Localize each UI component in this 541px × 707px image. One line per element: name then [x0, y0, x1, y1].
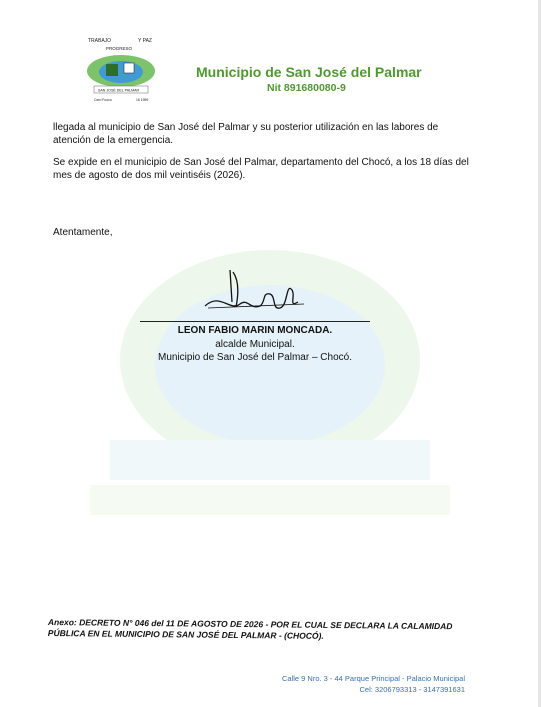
signature-line	[140, 321, 370, 322]
signer-organization: Municipio de San José del Palmar – Chocó.	[158, 352, 352, 363]
logo-banner-text: SAN JOSÉ DEL PALMAR	[98, 88, 140, 93]
municipality-logo	[80, 34, 162, 106]
logo-bottom-right-text: 16 1959	[136, 98, 149, 102]
logo-top-right-text: Y PAZ	[138, 38, 152, 44]
annex-note: Anexo: DECRETO N° 046 del 11 DE AGOSTO DE 2026 - POR EL CUAL SE DECLARA LA CALAMIDAD PÚBLICA EN EL MUNICIPIO DE SAN JOSÉ DEL PALMAR - (CHOCÓ).	[47, 617, 453, 641]
closing-salutation: Atentamente,	[53, 227, 113, 238]
footer-address: Calle 9 Nro. 3 - 44 Parque Principal - Palacio Municipal	[281, 674, 465, 683]
signer-name: LEON FABIO MARIN MONCADA.	[177, 325, 333, 336]
logo-bottom-left-text: Cerri Fuoco	[94, 98, 112, 102]
logo-middle-text: PROGRESO	[106, 46, 133, 51]
municipality-name: Municipio de San José del Palmar	[196, 64, 422, 80]
handwritten-signature	[200, 262, 310, 322]
signer-role: alcalde Municipal.	[215, 339, 295, 350]
logo-top-left-text: TRABAJO	[88, 38, 112, 44]
nit-number: Nit 891680080-9	[267, 82, 346, 94]
body-paragraph-2: Se expide en el municipio de San José del Palmar, departamento del Chocó, a los 18 días del mes de agosto de dos mil veintiséis (2026).	[53, 157, 469, 181]
footer-phones: Cel: 3206793313 - 3147391631	[359, 685, 465, 694]
footer-contact	[282, 673, 465, 695]
body-paragraph-1: llegada al municipio de San José del Palmar y su posterior utilización en las labores de atención de la emergencia.	[53, 122, 439, 146]
